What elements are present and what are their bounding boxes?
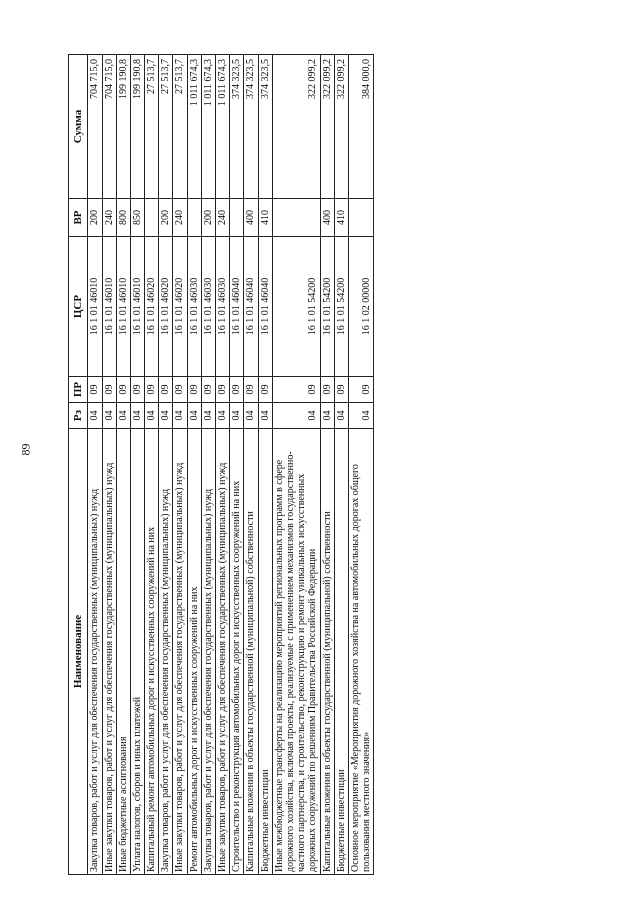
- cell-rz: 04: [116, 403, 130, 429]
- table-row: [159, 55, 173, 875]
- cell-vr: [145, 199, 159, 237]
- header-vr: ВР: [69, 199, 88, 237]
- cell-pr: 09: [334, 377, 348, 403]
- cell-csr: 16 1 01 46020: [173, 237, 187, 377]
- cell-sum: 322 099,2: [272, 55, 320, 199]
- cell-csr: 16 1 01 46010: [88, 237, 102, 377]
- cell-rz: 04: [230, 403, 244, 429]
- cell-name: Строительство и реконструкция автомобильных дорог и искусственных сооружений на них: [230, 429, 244, 875]
- cell-sum: 199 190,8: [116, 55, 130, 199]
- header-pr: ПР: [69, 377, 88, 403]
- cell-csr: 16 1 01 46030: [201, 237, 215, 377]
- cell-sum: 27 513,7: [145, 55, 159, 199]
- rotated-table-container: [68, 55, 554, 875]
- cell-csr: 16 1 01 46040: [244, 237, 258, 377]
- cell-sum: 704 715,0: [102, 55, 116, 199]
- cell-name: Капитальные вложения в объекты государственной (муниципальной) собственности: [320, 429, 334, 875]
- cell-rz: 04: [216, 403, 230, 429]
- cell-pr: 09: [102, 377, 116, 403]
- cell-csr: 16 1 01 46010: [116, 237, 130, 377]
- cell-vr: 800: [116, 199, 130, 237]
- table-row: [216, 55, 230, 875]
- cell-pr: 09: [320, 377, 334, 403]
- cell-rz: 04: [88, 403, 102, 429]
- cell-rz: 04: [173, 403, 187, 429]
- table-row: [201, 55, 215, 875]
- cell-name: Основное мероприятие «Мероприятия дорожного хозяйства на автомобильных дорогах общего пользования местного значения»: [348, 429, 373, 875]
- cell-name: Уплата налогов, сборов и иных платежей: [130, 429, 144, 875]
- cell-sum: 1 011 674,3: [187, 55, 201, 199]
- table-row: [320, 55, 334, 875]
- cell-csr: 16 1 01 46010: [102, 237, 116, 377]
- cell-vr: 410: [258, 199, 272, 237]
- cell-pr: 09: [187, 377, 201, 403]
- cell-csr: 16 1 02 00000: [348, 237, 373, 377]
- cell-vr: [348, 199, 373, 237]
- cell-name: Иные закупки товаров, работ и услуг для обеспечения государственных (муниципальных) нужд: [102, 429, 116, 875]
- cell-name: Иные бюджетные ассигнования: [116, 429, 130, 875]
- cell-pr: 09: [173, 377, 187, 403]
- cell-csr: 16 1 01 46020: [159, 237, 173, 377]
- cell-vr: 400: [320, 199, 334, 237]
- cell-sum: 322 099,2: [334, 55, 348, 199]
- header-csr: ЦСР: [69, 237, 88, 377]
- cell-csr: 16 1 01 46010: [130, 237, 144, 377]
- cell-vr: [187, 199, 201, 237]
- cell-pr: 09: [145, 377, 159, 403]
- table-row: [244, 55, 258, 875]
- cell-sum: 374 323,5: [258, 55, 272, 199]
- cell-vr: 200: [88, 199, 102, 237]
- cell-rz: 04: [348, 403, 373, 429]
- cell-name: Иные межбюджетные трансферты на реализацию мероприятий региональных программ в сфере дорожного хозяйства, включая проекты, реализуемые с применением механизмов государственно-частного партнерства, и строительство, реконструкцию и ремонт уникальных искусственных дорожных сооружений по решениям Правительства Российской Федерации: [272, 429, 320, 875]
- cell-pr: 09: [130, 377, 144, 403]
- cell-vr: 410: [334, 199, 348, 237]
- cell-sum: 322 099,2: [320, 55, 334, 199]
- table-row: [102, 55, 116, 875]
- cell-csr: 16 1 01 46040: [230, 237, 244, 377]
- cell-csr: 16 1 01 54200: [272, 237, 320, 377]
- cell-name: Капитальный ремонт автомобильных дорог и искусственных сооружений на них: [145, 429, 159, 875]
- cell-csr: 16 1 01 54200: [320, 237, 334, 377]
- cell-sum: 1 011 674,3: [201, 55, 215, 199]
- table-row: [230, 55, 244, 875]
- cell-name: Капитальные вложения в объекты государственной (муниципальной) собственности: [244, 429, 258, 875]
- cell-name: Иные закупки товаров, работ и услуг для обеспечения государственных (муниципальных) нужд: [173, 429, 187, 875]
- table-row: [258, 55, 272, 875]
- table-row: [173, 55, 187, 875]
- cell-csr: 16 1 01 46020: [145, 237, 159, 377]
- cell-sum: 374 323,5: [244, 55, 258, 199]
- cell-csr: 16 1 01 46030: [187, 237, 201, 377]
- cell-name: Иные закупки товаров, работ и услуг для обеспечения государственных (муниципальных) нужд: [216, 429, 230, 875]
- cell-rz: 04: [320, 403, 334, 429]
- table-row: [187, 55, 201, 875]
- cell-name: Закупка товаров, работ и услуг для обеспечения государственных (муниципальных) нужд: [201, 429, 215, 875]
- cell-pr: 09: [159, 377, 173, 403]
- cell-name: Ремонт автомобильных дорог и искусственных сооружений на них: [187, 429, 201, 875]
- cell-sum: 1 011 674,3: [216, 55, 230, 199]
- cell-pr: 09: [230, 377, 244, 403]
- cell-vr: 240: [102, 199, 116, 237]
- cell-pr: 09: [258, 377, 272, 403]
- cell-pr: 09: [244, 377, 258, 403]
- table-row: [348, 55, 373, 875]
- header-name: Наименование: [69, 429, 88, 875]
- table-row: [272, 55, 320, 875]
- cell-name: Бюджетные инвестиции: [258, 429, 272, 875]
- cell-pr: 09: [201, 377, 215, 403]
- cell-pr: 09: [272, 377, 320, 403]
- cell-sum: 27 513,7: [159, 55, 173, 199]
- cell-pr: 09: [348, 377, 373, 403]
- cell-rz: 04: [159, 403, 173, 429]
- table-header-row: [69, 55, 88, 875]
- cell-vr: [230, 199, 244, 237]
- cell-rz: 04: [145, 403, 159, 429]
- cell-vr: 200: [201, 199, 215, 237]
- cell-csr: 16 1 01 54200: [334, 237, 348, 377]
- cell-vr: 400: [244, 199, 258, 237]
- cell-pr: 09: [88, 377, 102, 403]
- cell-pr: 09: [216, 377, 230, 403]
- cell-csr: 16 1 01 46030: [216, 237, 230, 377]
- table-row: [130, 55, 144, 875]
- header-rz: Рз: [69, 403, 88, 429]
- cell-rz: 04: [187, 403, 201, 429]
- header-sum: Сумма: [69, 55, 88, 199]
- cell-rz: 04: [334, 403, 348, 429]
- cell-sum: 704 715,0: [88, 55, 102, 199]
- cell-vr: 200: [159, 199, 173, 237]
- cell-sum: 384 000,0: [348, 55, 373, 199]
- cell-sum: 199 190,8: [130, 55, 144, 199]
- table-row: [88, 55, 102, 875]
- cell-rz: 04: [258, 403, 272, 429]
- cell-pr: 09: [116, 377, 130, 403]
- budget-table: [68, 54, 374, 875]
- cell-csr: 16 1 01 46040: [258, 237, 272, 377]
- table-row: [334, 55, 348, 875]
- cell-rz: 04: [244, 403, 258, 429]
- cell-rz: 04: [102, 403, 116, 429]
- cell-vr: [272, 199, 320, 237]
- cell-sum: 374 323,5: [230, 55, 244, 199]
- cell-vr: 240: [173, 199, 187, 237]
- cell-name: Бюджетные инвестиции: [334, 429, 348, 875]
- table-row: [116, 55, 130, 875]
- page-number: 89: [18, 443, 33, 456]
- cell-rz: 04: [272, 403, 320, 429]
- cell-rz: 04: [130, 403, 144, 429]
- cell-vr: 850: [130, 199, 144, 237]
- cell-sum: 27 513,7: [173, 55, 187, 199]
- cell-rz: 04: [201, 403, 215, 429]
- cell-vr: 240: [216, 199, 230, 237]
- cell-name: Закупка товаров, работ и услуг для обеспечения государственных (муниципальных) нужд: [159, 429, 173, 875]
- table-row: [145, 55, 159, 875]
- cell-name: Закупка товаров, работ и услуг для обеспечения государственных (муниципальных) нужд: [88, 429, 102, 875]
